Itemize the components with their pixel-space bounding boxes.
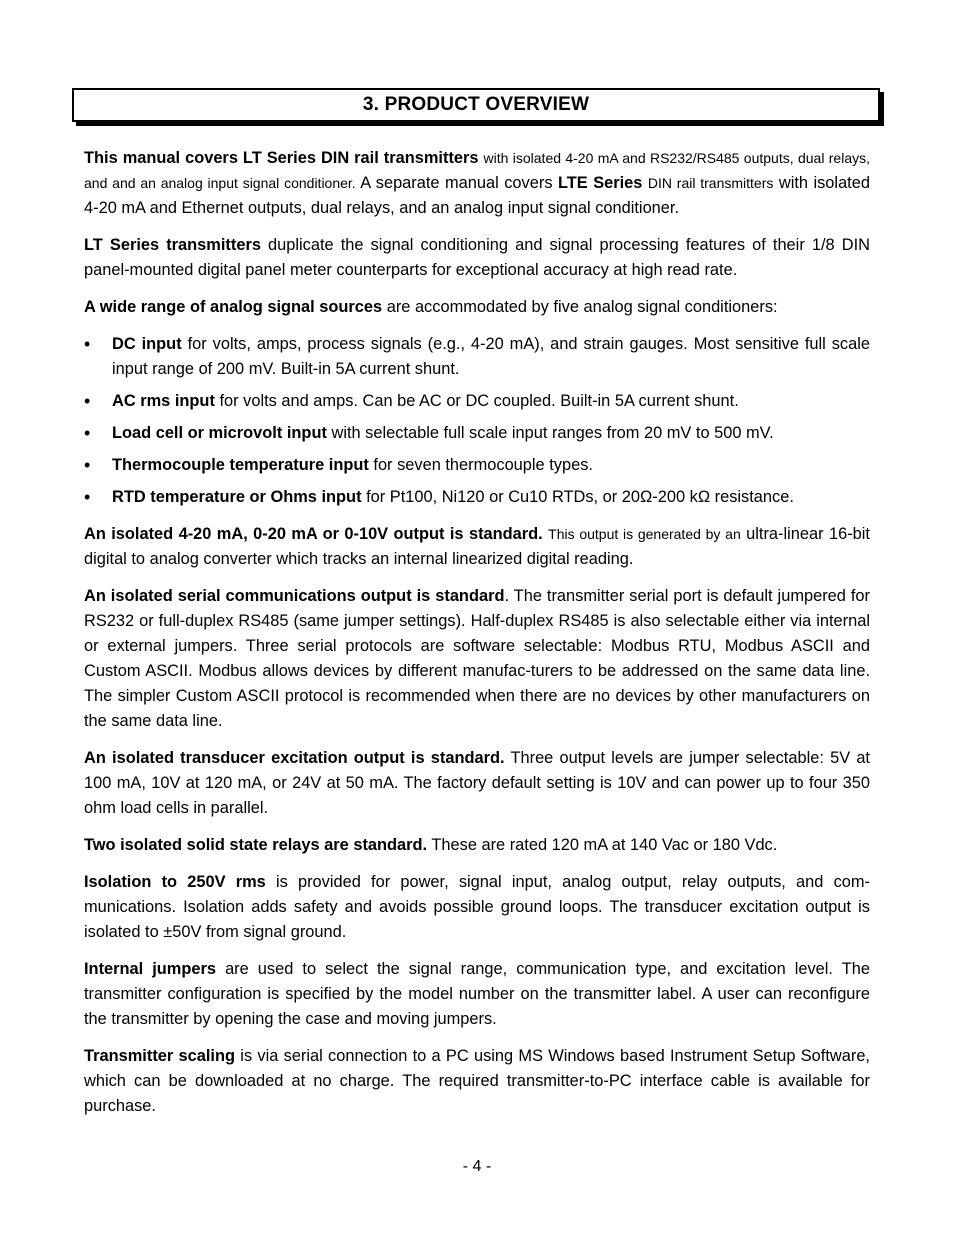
list-item: • Thermocouple temperature input for seven thermocouple types. — [84, 453, 870, 478]
paragraph-signal-sources: A wide range of analog signal sources are accommodated by five analog signal conditioners: — [84, 298, 778, 316]
paragraph-analog-output: An isolated 4-20 mA, 0-20 mA or 0-10V output is standard. This output is generated by an ultra-linear 16-bit digital to analog converter which tracks an internal linearized digital reading. — [84, 525, 870, 568]
paragraph-internal-jumpers: Internal jumpers are used to select the signal range, communication type, and excitation level. The transmitter configuration is specified by the model number on the transmitter label. A user can reconfigure the transmitter by opening the case and moving jumpers. — [84, 960, 870, 1028]
paragraph-serial-output: An isolated serial communications output is standard. The transmitter serial port is default jumpered for RS232 or full-duplex RS485 (same jumper settings). Half-duplex RS485 is also selectable either via internal or external jumpers. Three serial protocols are software selectable: Modbus RTU, Modbus ASCII and Custom ASCII. Modbus allows devices by different manufac-turers to be addressed on the same data line. The simpler Custom ASCII protocol is recommended when there are no devices by other manufacturers on the same data line. — [84, 587, 870, 730]
list-item: • AC rms input for volts and amps. Can be AC or DC coupled. Built-in 5A current shunt. — [84, 389, 870, 414]
list-item: • Load cell or microvolt input with selectable full scale input ranges from 20 mV to 500 mV. — [84, 421, 870, 446]
list-item: • DC input for volts, amps, process signals (e.g., 4-20 mA), and strain gauges. Most sensitive full scale input range of 200 mV. Built-in 5A current shunt. — [84, 332, 870, 382]
paragraph-transmitter-scaling: Transmitter scaling is via serial connection to a PC using MS Windows based Instrument Setup Software, which can be downloaded at no charge. The required transmitter-to-PC interface cable is available for purchase. — [84, 1047, 870, 1115]
paragraph-lt-series: LT Series transmitters duplicate the signal conditioning and signal processing features of their 1/8 DIN panel-mounted digital panel meter counterparts for exceptional accuracy at high read rate. — [84, 236, 870, 279]
signal-conditioner-list — [84, 332, 870, 510]
paragraph-isolation: Isolation to 250V rms is provided for power, signal input, analog output, relay outputs, and com-munications. Isolation adds safety and avoids possible ground loops. The transducer excitation output is isolated to ±50V from signal ground. — [84, 873, 870, 941]
body-text — [84, 146, 870, 1131]
page-number: - 4 - — [462, 1158, 492, 1175]
paragraph-intro: This manual covers LT Series DIN rail transmitters with isolated 4-20 mA and RS232/RS485 outputs, dual relays, and and an analog input signal conditioner. A separate manual covers LTE Series DIN rail transmitters with isolated 4-20 mA and Ethernet outputs, dual relays, and an analog input signal conditioner. — [84, 149, 870, 217]
paragraph-excitation-output: An isolated transducer excitation output is standard. Three output levels are jumper selectable: 5V at 100 mA, 10V at 120 mA, or 24V at 50 mA. The factory default setting is 10V and can power up to four 350 ohm load cells in parallel. — [84, 749, 870, 817]
paragraph-relays: Two isolated solid state relays are standard. These are rated 120 mA at 140 Vac or 180 Vdc. — [84, 836, 778, 854]
list-item: • RTD temperature or Ohms input for Pt100, Ni120 or Cu10 RTDs, or 20Ω-200 kΩ resistance. — [84, 485, 870, 510]
section-title: 3. PRODUCT OVERVIEW — [362, 94, 590, 115]
section-header-box — [72, 88, 880, 122]
